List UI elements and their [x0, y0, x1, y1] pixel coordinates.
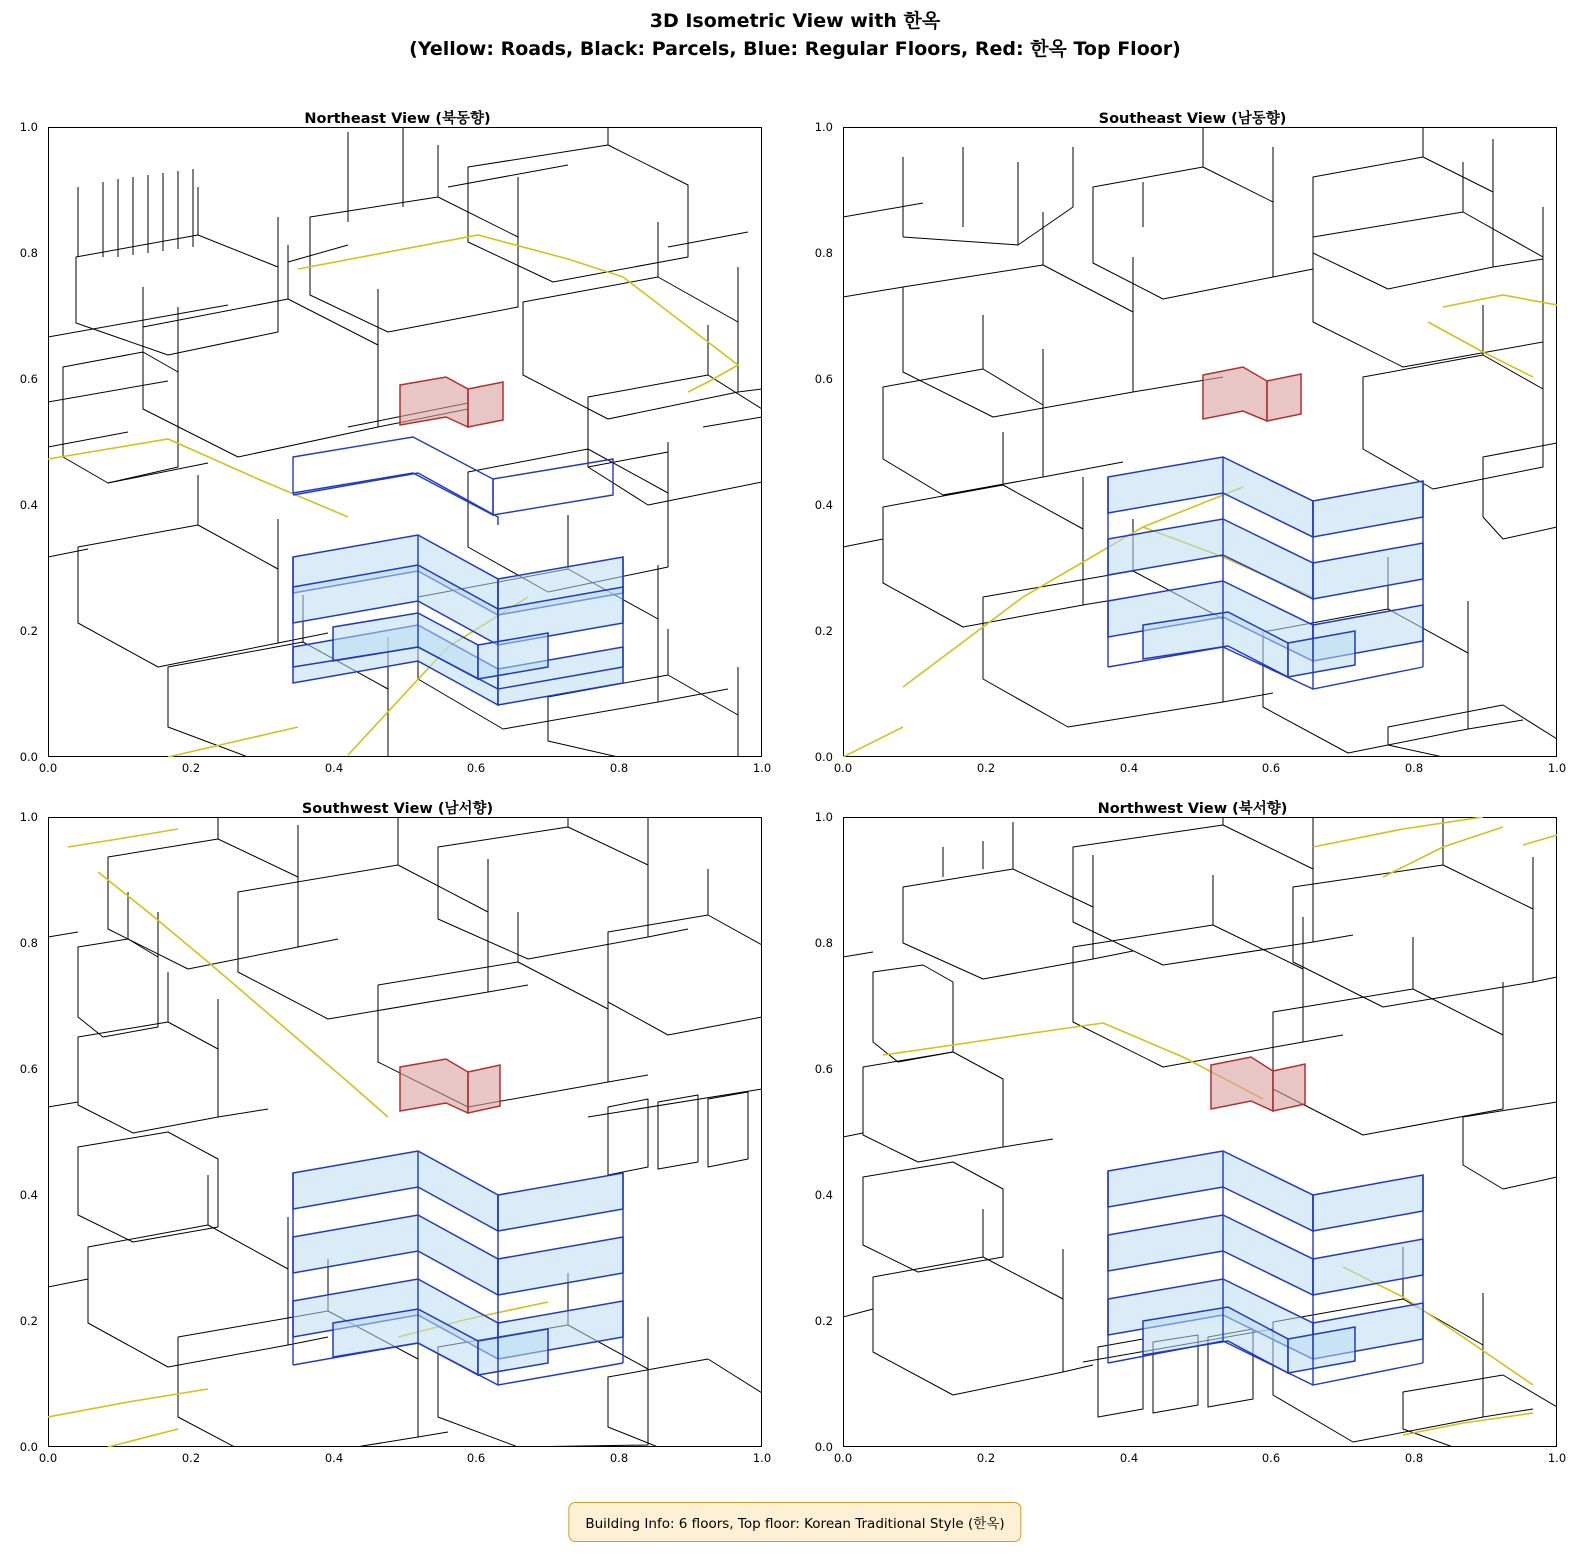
ytick: 0.4: [814, 1188, 833, 1202]
building-floors-layer: [1108, 457, 1423, 689]
parcels-layer: [843, 127, 1557, 757]
panel-title-southwest: Southwest View (남서향): [301, 801, 494, 817]
ytick: 0.0: [19, 1440, 38, 1454]
ytick: 0.4: [19, 1188, 38, 1202]
scene-northeast: [48, 127, 762, 757]
building-floors-layer: [1108, 1151, 1423, 1385]
xtick: 0.8: [609, 761, 629, 775]
ytick: 0.6: [814, 1062, 833, 1076]
ytick: 1.0: [814, 810, 833, 824]
ytick: 0.4: [19, 498, 38, 512]
xtick: 0.2: [976, 1451, 996, 1465]
xtick: 0.0: [833, 761, 853, 775]
figure-title-line1: 3D Isometric View with 한옥: [649, 10, 941, 32]
xtick-labels-northwest: [833, 1451, 1567, 1469]
ytick: 0.8: [814, 246, 833, 260]
ytick: 0.2: [814, 624, 833, 638]
subplot-grid: [0, 105, 1590, 1495]
ytick: 0.2: [19, 624, 38, 638]
xtick: 0.2: [181, 1451, 201, 1465]
ytick: 0.6: [814, 372, 833, 386]
hanok-top-floor: [1203, 367, 1301, 421]
parcels-layer: [48, 817, 762, 1447]
ytick: 0.8: [814, 936, 833, 950]
ytick: 0.8: [19, 246, 38, 260]
xtick-labels-northeast: [38, 761, 772, 779]
xtick: 0.6: [466, 761, 486, 775]
xtick: 1.0: [752, 761, 772, 775]
ytick: 1.0: [19, 810, 38, 824]
xtick: 0.4: [324, 1451, 344, 1465]
xtick: 0.8: [1404, 1451, 1424, 1465]
ytick: 0.0: [19, 750, 38, 764]
ytick: 0.0: [814, 750, 833, 764]
panel-title-southeast: Southeast View (남동향): [1098, 111, 1287, 127]
ytick: 0.6: [19, 1062, 38, 1076]
xtick: 0.4: [1119, 761, 1139, 775]
ytick: 0.6: [19, 372, 38, 386]
ytick: 0.4: [814, 498, 833, 512]
ytick: 0.2: [19, 1314, 38, 1328]
axes-northwest: [843, 817, 1557, 1447]
ytick: 0.2: [814, 1314, 833, 1328]
xtick: 1.0: [1547, 1451, 1567, 1465]
panel-title-northeast: Northeast View (북동향): [304, 111, 491, 127]
scene-southeast: [843, 127, 1557, 757]
ytick: 1.0: [814, 120, 833, 134]
figure-title-line2: (Yellow: Roads, Black: Parcels, Blue: Regular Floors, Red: 한옥 Top Floor): [409, 37, 1181, 60]
parcels-layer: [843, 817, 1557, 1447]
figure-title: [0, 8, 1590, 63]
building-info-badge: Building Info: 6 floors, Top floor: Korean Traditional Style (한옥): [568, 1502, 1021, 1542]
xtick: 0.8: [609, 1451, 629, 1465]
xtick: 1.0: [1547, 761, 1567, 775]
xtick: 0.8: [1404, 761, 1424, 775]
xtick: 0.6: [1261, 1451, 1281, 1465]
xtick: 0.2: [181, 761, 201, 775]
axes-northeast: [48, 127, 762, 757]
xtick: 0.4: [324, 761, 344, 775]
building-floors-layer: [293, 1151, 623, 1385]
xtick: 0.6: [1261, 761, 1281, 775]
xtick: 0.6: [466, 1451, 486, 1465]
ytick: 1.0: [19, 120, 38, 134]
ytick: 0.0: [814, 1440, 833, 1454]
building-floors-layer: [293, 427, 623, 705]
xtick: 0.0: [833, 1451, 853, 1465]
panel-northwest: [795, 795, 1590, 1485]
panel-southeast: [795, 105, 1590, 795]
ytick-labels-northeast: [0, 120, 44, 764]
xtick: 0.4: [1119, 1451, 1139, 1465]
ytick: 0.8: [19, 936, 38, 950]
ytick-labels-southeast: [795, 120, 839, 764]
scene-northwest: [843, 817, 1557, 1447]
ytick-labels-northwest: [795, 810, 839, 1454]
xtick: 0.0: [38, 761, 58, 775]
xtick-labels-southwest: [38, 1451, 772, 1469]
scene-southwest: [48, 817, 762, 1447]
xtick: 0.0: [38, 1451, 58, 1465]
xtick-labels-southeast: [833, 761, 1567, 779]
ytick-labels-southwest: [0, 810, 44, 1454]
panel-southwest: [0, 795, 795, 1485]
hanok-top-floor: [400, 1059, 500, 1113]
axes-southwest: [48, 817, 762, 1447]
panel-title-northwest: Northwest View (북서향): [1097, 801, 1288, 817]
axes-southeast: [843, 127, 1557, 757]
xtick: 0.2: [976, 761, 996, 775]
panel-northeast: [0, 105, 795, 795]
xtick: 1.0: [752, 1451, 772, 1465]
hanok-top-floor: [1211, 1057, 1305, 1111]
